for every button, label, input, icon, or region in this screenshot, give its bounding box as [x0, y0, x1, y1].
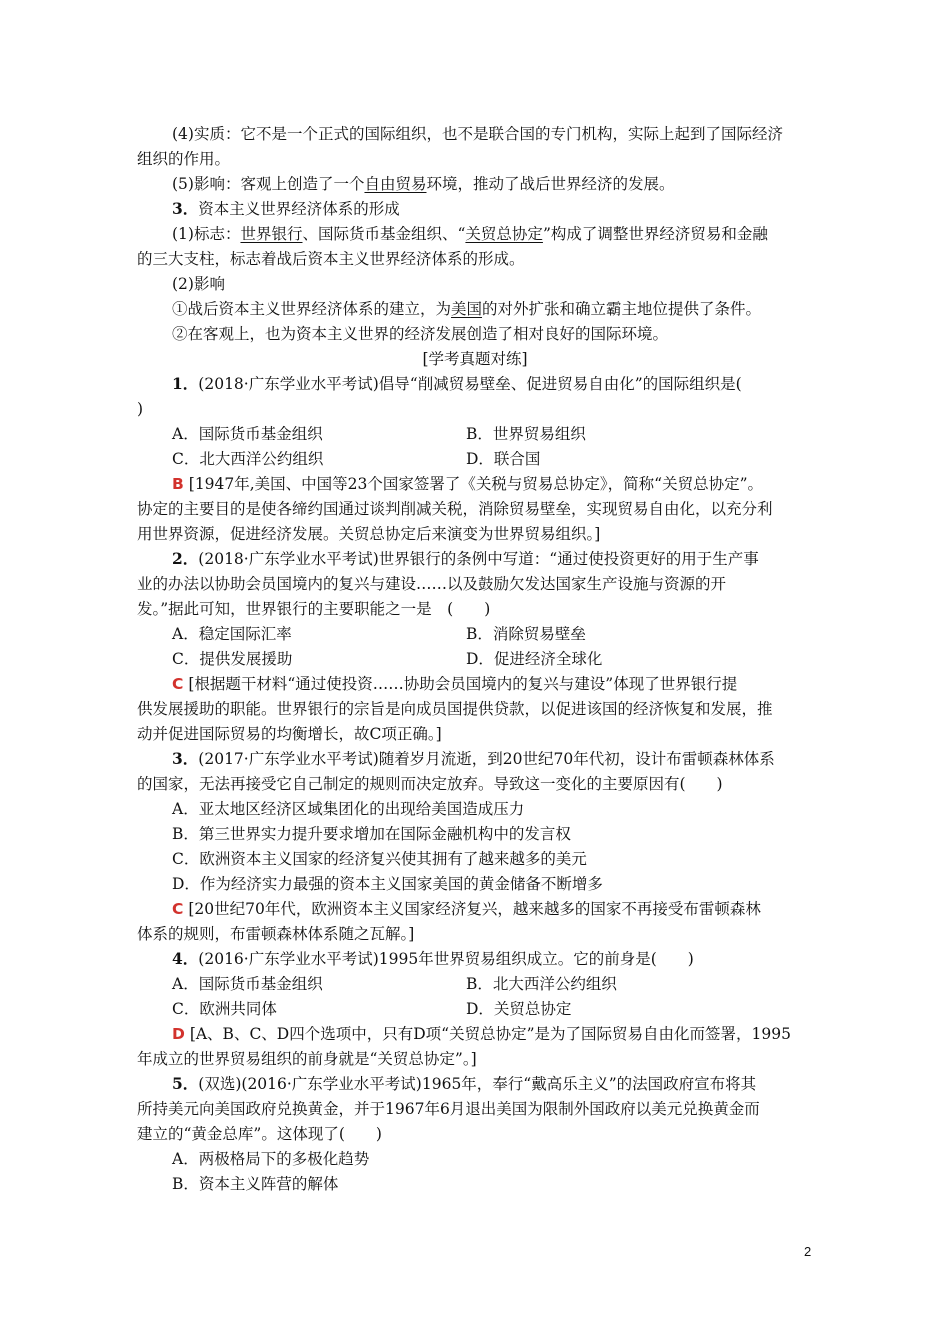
question-number: 2． — [172, 549, 199, 568]
q2-explanation-line-3: 动并促进国际贸易的均衡增长，故C项正确。] — [137, 725, 442, 743]
q1-option-c: C．北大西洋公约组织 — [172, 450, 324, 468]
q1-option-d: D．联合国 — [466, 450, 541, 468]
q3-option-a: A．亚太地区经济区域集团化的出现给美国造成压力 — [172, 800, 525, 818]
question-stem: (2016·广东学业水平考试)1995年世界贸易组织成立。它的前身是( ) — [198, 950, 694, 968]
q5-stem-line-3: 建立的“黄金总库”。这体现了( ) — [137, 1125, 382, 1143]
underlined-term: 世界银行 — [240, 225, 303, 243]
explanation-text: [根据题干材料“通过使投资……协助会员国境内的复兴与建设”体现了世界银行提 — [188, 675, 738, 693]
q5-stem-line-2: 所持美元向美国政府兑换黄金，并于1967年6月退出美国为限制外国政府以美元兑换黄金而 — [137, 1100, 760, 1118]
impact-text: 环境，推动了战后世界经济的发展。 — [426, 175, 675, 193]
q1-option-b: B．世界贸易组织 — [466, 425, 586, 443]
section-title: [学考真题对练] — [422, 350, 528, 368]
q4-option-b: B．北大西洋公约组织 — [466, 975, 617, 993]
q2-stem-line-1 — [172, 548, 759, 570]
impact-text: (5)影响：客观上创造了一个 — [172, 175, 365, 193]
q3-option-b: B．第三世界实力提升要求增加在国际金融机构中的发言权 — [172, 825, 571, 843]
heading-number: 3． — [172, 199, 199, 218]
answer-letter: C — [172, 900, 184, 918]
q2-explanation-line-2: 供发展援助的职能。世界银行的宗旨是向成员国提供贷款，以促进该国的经济恢复和发展，推 — [137, 700, 773, 718]
q4-option-a: A．国际货币基金组织 — [172, 975, 323, 993]
q1-explanation-line-1 — [172, 473, 763, 495]
question-stem: (双选)(2016·广东学业水平考试)1965年，奉行“戴高乐主义”的法国政府宣布将其 — [198, 1075, 757, 1093]
q5-stem-line-1 — [172, 1073, 756, 1095]
q4-stem-line-1 — [172, 948, 694, 970]
q2-option-c: C．提供发展援助 — [172, 650, 293, 668]
section-heading-3 — [172, 198, 400, 220]
impact-title: (2)影响 — [172, 275, 225, 293]
q3-explanation-line-2: 体系的规则，布雷顿森林体系随之瓦解。] — [137, 925, 415, 943]
impact-item-2: ②在客观上，也为资本主义世界的经济发展创造了相对良好的国际环境。 — [172, 325, 669, 343]
question-number: 1． — [172, 374, 199, 393]
impact-item-1 — [172, 298, 761, 320]
q4-explanation-line-1 — [172, 1023, 791, 1045]
explanation-text: [A、B、C、D四个选项中，只有D项“关贸总协定”是为了国际贸易自由化而签署，1995 — [189, 1025, 791, 1043]
q4-option-c: C．欧洲共同体 — [172, 1000, 277, 1018]
q4-option-d: D．关贸总协定 — [466, 1000, 572, 1018]
q5-option-a: A．两极格局下的多极化趋势 — [172, 1150, 370, 1168]
underlined-term: 自由贸易 — [364, 175, 427, 193]
q1-stem-line-2: ) — [137, 400, 144, 418]
question-number: 3． — [172, 749, 199, 768]
essence-line-2: 组织的作用。 — [137, 150, 231, 168]
q2-option-d: D．促进经济全球化 — [466, 650, 603, 668]
q1-explanation-line-2: 协定的主要目的是使各缔约国通过谈判削减关税，消除贸易壁垒，实现贸易自由化，以充分利 — [137, 500, 773, 518]
q2-option-a: A．稳定国际汇率 — [172, 625, 292, 643]
underlined-term: 关贸总协定 — [465, 225, 543, 243]
q2-stem-line-2: 业的办法以协助会员国境内的复兴与建设……以及鼓励欠发达国家生产设施与资源的开 — [137, 575, 727, 593]
answer-letter: B — [172, 475, 184, 493]
q3-option-d: D．作为经济实力最强的资本主义国家美国的黄金储备不断增多 — [172, 875, 603, 893]
q1-option-a: A．国际货币基金组织 — [172, 425, 323, 443]
q3-explanation-line-1 — [172, 898, 761, 920]
q1-stem-line-1 — [172, 373, 742, 395]
q4-explanation-line-2: 年成立的世界贸易组织的前身就是“关贸总协定”。] — [137, 1050, 477, 1068]
q2-stem-line-3: 发。”据此可知，世界银行的主要职能之一是 ( ) — [137, 600, 491, 618]
mark-line-1 — [172, 223, 768, 245]
essence-line-1: (4)实质：它不是一个正式的国际组织，也不是联合国的专门机构，实际上起到了国际经济 — [172, 125, 783, 143]
impact-item-text: 的对外扩张和确立霸主地位提供了条件。 — [482, 300, 762, 318]
q3-option-c: C．欧洲资本主义国家的经济复兴使其拥有了越来越多的美元 — [172, 850, 587, 868]
explanation-text: [1947年,美国、中国等23个国家签署了《关税与贸易总协定》，简称“关贸总协定”。 — [188, 475, 764, 493]
impact-line — [172, 173, 675, 195]
q3-stem-line-2: 的国家，无法再接受它自己制定的规则而决定放弃。导致这一变化的主要原因有( ) — [137, 775, 723, 793]
mark-text: (1)标志： — [172, 225, 241, 243]
question-stem: (2018·广东学业水平考试)世界银行的条例中写道：“通过使投资更好的用于生产事 — [198, 550, 759, 568]
page-number: 2 — [804, 1244, 812, 1259]
explanation-text: [20世纪70年代，欧洲资本主义国家经济复兴，越来越多的国家不再接受布雷顿森林 — [188, 900, 761, 918]
question-stem: (2017·广东学业水平考试)随着岁月流逝，到20世纪70年代初，设计布雷顿森林体系 — [198, 750, 775, 768]
q3-stem-line-1 — [172, 748, 775, 770]
mark-text: ”构成了调整世界经济贸易和金融 — [542, 225, 768, 243]
answer-letter: D — [172, 1025, 185, 1043]
q2-option-b: B．消除贸易壁垒 — [466, 625, 586, 643]
impact-item-text: ①战后资本主义世界经济体系的建立，为 — [172, 300, 452, 318]
question-number: 5． — [172, 1074, 199, 1093]
q1-explanation-line-3: 用世界资源，促进经济发展。关贸总协定后来演变为世界贸易组织。] — [137, 525, 601, 543]
q5-option-b: B．资本主义阵营的解体 — [172, 1175, 339, 1193]
mark-line-2: 的三大支柱，标志着战后资本主义世界经济体系的形成。 — [137, 250, 525, 268]
underlined-term: 美国 — [451, 300, 483, 318]
question-stem: (2018·广东学业水平考试)倡导“削减贸易壁垒、促进贸易自由化”的国际组织是( — [198, 375, 742, 393]
mark-text: 、国际货币基金组织、“ — [302, 225, 466, 243]
q2-explanation-line-1 — [172, 673, 737, 695]
answer-letter: C — [172, 675, 184, 693]
question-number: 4． — [172, 949, 199, 968]
heading-text: 资本主义世界经济体系的形成 — [198, 200, 400, 218]
